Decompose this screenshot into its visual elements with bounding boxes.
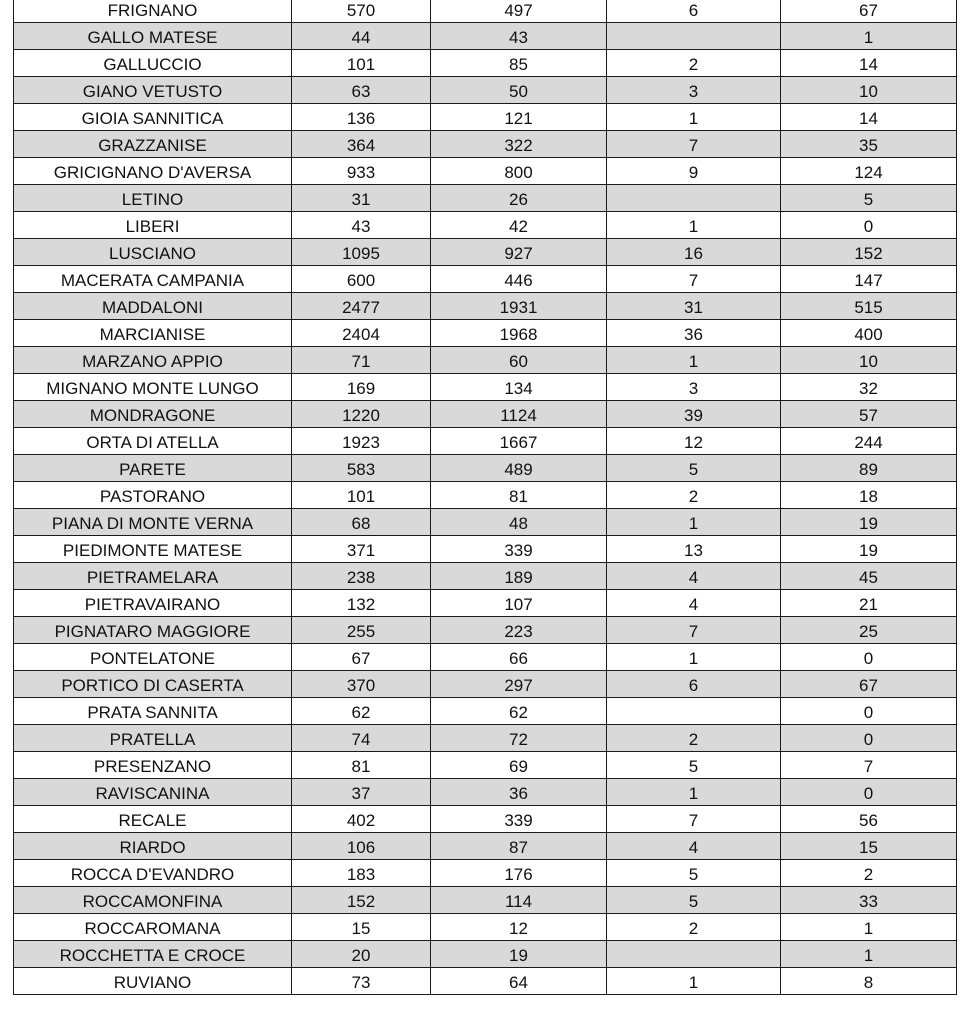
cell-municipality: MONDRAGONE <box>14 401 292 428</box>
cell-municipality: RAVISCANINA <box>14 779 292 806</box>
cell-deaths: 5 <box>607 455 781 482</box>
cell-municipality: PIANA DI MONTE VERNA <box>14 509 292 536</box>
cell-recovered: 42 <box>431 212 607 239</box>
table-row <box>14 509 957 536</box>
cell-deaths: 2 <box>607 725 781 752</box>
cell-positives: 1 <box>781 941 957 968</box>
cell-total: 20 <box>292 941 431 968</box>
cell-deaths: 1 <box>607 347 781 374</box>
cell-positives: 515 <box>781 293 957 320</box>
cell-total: 1220 <box>292 401 431 428</box>
cell-total: 15 <box>292 914 431 941</box>
cell-total: 68 <box>292 509 431 536</box>
cell-positives: 124 <box>781 158 957 185</box>
cell-deaths: 3 <box>607 77 781 104</box>
cell-deaths <box>607 23 781 50</box>
cell-recovered: 114 <box>431 887 607 914</box>
cell-deaths: 36 <box>607 320 781 347</box>
cell-positives: 33 <box>781 887 957 914</box>
cell-recovered: 489 <box>431 455 607 482</box>
cell-total: 101 <box>292 482 431 509</box>
cell-municipality: PRESENZANO <box>14 752 292 779</box>
cell-deaths: 4 <box>607 590 781 617</box>
table-row <box>14 725 957 752</box>
cell-total: 2477 <box>292 293 431 320</box>
table-row <box>14 293 957 320</box>
cell-deaths: 5 <box>607 887 781 914</box>
cell-total: 238 <box>292 563 431 590</box>
cell-total: 81 <box>292 752 431 779</box>
cell-total: 402 <box>292 806 431 833</box>
cell-total: 570 <box>292 0 431 23</box>
cell-positives: 152 <box>781 239 957 266</box>
cell-recovered: 36 <box>431 779 607 806</box>
cell-total: 1923 <box>292 428 431 455</box>
cell-recovered: 12 <box>431 914 607 941</box>
cell-deaths <box>607 698 781 725</box>
cell-deaths: 7 <box>607 617 781 644</box>
cell-total: 63 <box>292 77 431 104</box>
table-row <box>14 860 957 887</box>
cell-recovered: 1931 <box>431 293 607 320</box>
cell-recovered: 134 <box>431 374 607 401</box>
cell-total: 106 <box>292 833 431 860</box>
table-row <box>14 266 957 293</box>
table-row <box>14 455 957 482</box>
cell-deaths <box>607 941 781 968</box>
cell-positives: 147 <box>781 266 957 293</box>
cell-total: 933 <box>292 158 431 185</box>
cell-recovered: 62 <box>431 698 607 725</box>
table-row <box>14 401 957 428</box>
cell-positives: 89 <box>781 455 957 482</box>
cell-municipality: LUSCIANO <box>14 239 292 266</box>
table-row <box>14 644 957 671</box>
cell-municipality: ROCCAMONFINA <box>14 887 292 914</box>
cell-positives: 21 <box>781 590 957 617</box>
cell-positives: 67 <box>781 671 957 698</box>
cell-recovered: 1124 <box>431 401 607 428</box>
cell-positives: 10 <box>781 347 957 374</box>
cell-municipality: GIOIA SANNITICA <box>14 104 292 131</box>
cell-municipality: LIBERI <box>14 212 292 239</box>
table-row <box>14 77 957 104</box>
cell-deaths: 16 <box>607 239 781 266</box>
cell-total: 169 <box>292 374 431 401</box>
cell-positives: 32 <box>781 374 957 401</box>
cell-total: 370 <box>292 671 431 698</box>
cell-municipality: MARCIANISE <box>14 320 292 347</box>
cell-municipality: PIGNATARO MAGGIORE <box>14 617 292 644</box>
table-row <box>14 50 957 77</box>
table-row <box>14 131 957 158</box>
table-row <box>14 698 957 725</box>
cell-positives: 1 <box>781 23 957 50</box>
cell-deaths: 9 <box>607 158 781 185</box>
cell-recovered: 66 <box>431 644 607 671</box>
cell-positives: 0 <box>781 698 957 725</box>
table-row <box>14 347 957 374</box>
cell-recovered: 43 <box>431 23 607 50</box>
cell-recovered: 87 <box>431 833 607 860</box>
cell-deaths: 5 <box>607 860 781 887</box>
table-row <box>14 968 957 995</box>
cell-recovered: 48 <box>431 509 607 536</box>
cell-deaths: 31 <box>607 293 781 320</box>
cell-total: 71 <box>292 347 431 374</box>
cell-total: 583 <box>292 455 431 482</box>
cell-municipality: ROCCA D'EVANDRO <box>14 860 292 887</box>
cell-total: 31 <box>292 185 431 212</box>
cell-positives: 0 <box>781 212 957 239</box>
cell-deaths: 13 <box>607 536 781 563</box>
table-row <box>14 617 957 644</box>
cell-recovered: 69 <box>431 752 607 779</box>
table-row <box>14 914 957 941</box>
cell-total: 364 <box>292 131 431 158</box>
cell-total: 183 <box>292 860 431 887</box>
cell-positives: 19 <box>781 509 957 536</box>
cell-positives: 15 <box>781 833 957 860</box>
cell-municipality: GALLUCCIO <box>14 50 292 77</box>
table-row <box>14 941 957 968</box>
table-row <box>14 563 957 590</box>
table-row <box>14 212 957 239</box>
cell-deaths: 2 <box>607 50 781 77</box>
cell-municipality: RUVIANO <box>14 968 292 995</box>
cell-municipality: MARZANO APPIO <box>14 347 292 374</box>
municipality-table-container <box>13 0 956 995</box>
cell-positives: 19 <box>781 536 957 563</box>
table-row <box>14 185 957 212</box>
cell-municipality: PORTICO DI CASERTA <box>14 671 292 698</box>
cell-total: 152 <box>292 887 431 914</box>
cell-total: 1095 <box>292 239 431 266</box>
cell-total: 43 <box>292 212 431 239</box>
cell-deaths: 1 <box>607 104 781 131</box>
cell-recovered: 339 <box>431 536 607 563</box>
cell-positives: 56 <box>781 806 957 833</box>
cell-deaths: 1 <box>607 212 781 239</box>
table-row <box>14 671 957 698</box>
cell-positives: 67 <box>781 0 957 23</box>
table-row <box>14 752 957 779</box>
cell-total: 37 <box>292 779 431 806</box>
cell-recovered: 497 <box>431 0 607 23</box>
cell-recovered: 446 <box>431 266 607 293</box>
cell-municipality: RECALE <box>14 806 292 833</box>
cell-recovered: 121 <box>431 104 607 131</box>
cell-deaths: 6 <box>607 671 781 698</box>
cell-positives: 14 <box>781 50 957 77</box>
cell-recovered: 72 <box>431 725 607 752</box>
cell-positives: 5 <box>781 185 957 212</box>
cell-municipality: FRIGNANO <box>14 0 292 23</box>
cell-positives: 2 <box>781 860 957 887</box>
cell-total: 67 <box>292 644 431 671</box>
cell-municipality: ROCCAROMANA <box>14 914 292 941</box>
cell-deaths: 4 <box>607 563 781 590</box>
cell-deaths: 2 <box>607 914 781 941</box>
cell-municipality: PARETE <box>14 455 292 482</box>
table-row <box>14 779 957 806</box>
cell-positives: 45 <box>781 563 957 590</box>
cell-total: 255 <box>292 617 431 644</box>
cell-municipality: PIETRAVAIRANO <box>14 590 292 617</box>
table-row <box>14 482 957 509</box>
cell-municipality: PIEDIMONTE MATESE <box>14 536 292 563</box>
cell-recovered: 19 <box>431 941 607 968</box>
cell-municipality: ORTA DI ATELLA <box>14 428 292 455</box>
table-row <box>14 833 957 860</box>
cell-municipality: PIETRAMELARA <box>14 563 292 590</box>
cell-recovered: 189 <box>431 563 607 590</box>
cell-deaths: 1 <box>607 779 781 806</box>
cell-deaths: 5 <box>607 752 781 779</box>
cell-municipality: ROCCHETTA E CROCE <box>14 941 292 968</box>
cell-deaths: 4 <box>607 833 781 860</box>
cell-deaths: 2 <box>607 482 781 509</box>
table-row <box>14 887 957 914</box>
table-row <box>14 23 957 50</box>
cell-municipality: MADDALONI <box>14 293 292 320</box>
table-row <box>14 239 957 266</box>
cell-recovered: 50 <box>431 77 607 104</box>
municipality-table <box>13 0 957 995</box>
cell-municipality: GRAZZANISE <box>14 131 292 158</box>
cell-recovered: 176 <box>431 860 607 887</box>
cell-positives: 10 <box>781 77 957 104</box>
cell-deaths: 7 <box>607 131 781 158</box>
cell-total: 62 <box>292 698 431 725</box>
cell-deaths: 1 <box>607 509 781 536</box>
cell-deaths: 7 <box>607 266 781 293</box>
cell-deaths: 7 <box>607 806 781 833</box>
table-body <box>14 0 957 995</box>
cell-total: 371 <box>292 536 431 563</box>
cell-total: 136 <box>292 104 431 131</box>
cell-positives: 0 <box>781 644 957 671</box>
cell-municipality: MACERATA CAMPANIA <box>14 266 292 293</box>
cell-municipality: PRATELLA <box>14 725 292 752</box>
cell-total: 132 <box>292 590 431 617</box>
cell-positives: 14 <box>781 104 957 131</box>
cell-total: 74 <box>292 725 431 752</box>
cell-recovered: 339 <box>431 806 607 833</box>
table-row <box>14 104 957 131</box>
cell-recovered: 927 <box>431 239 607 266</box>
cell-total: 73 <box>292 968 431 995</box>
cell-municipality: MIGNANO MONTE LUNGO <box>14 374 292 401</box>
cell-recovered: 1968 <box>431 320 607 347</box>
cell-total: 101 <box>292 50 431 77</box>
table-row <box>14 428 957 455</box>
table-row <box>14 536 957 563</box>
table-row <box>14 320 957 347</box>
table-row <box>14 590 957 617</box>
cell-recovered: 297 <box>431 671 607 698</box>
table-row <box>14 374 957 401</box>
cell-positives: 400 <box>781 320 957 347</box>
cell-deaths <box>607 185 781 212</box>
cell-recovered: 85 <box>431 50 607 77</box>
cell-recovered: 64 <box>431 968 607 995</box>
cell-recovered: 223 <box>431 617 607 644</box>
cell-positives: 57 <box>781 401 957 428</box>
cell-total: 600 <box>292 266 431 293</box>
cell-municipality: PRATA SANNITA <box>14 698 292 725</box>
cell-deaths: 1 <box>607 644 781 671</box>
cell-municipality: PONTELATONE <box>14 644 292 671</box>
cell-recovered: 81 <box>431 482 607 509</box>
cell-deaths: 1 <box>607 968 781 995</box>
cell-municipality: GIANO VETUSTO <box>14 77 292 104</box>
cell-deaths: 3 <box>607 374 781 401</box>
cell-positives: 35 <box>781 131 957 158</box>
cell-municipality: LETINO <box>14 185 292 212</box>
cell-recovered: 1667 <box>431 428 607 455</box>
cell-recovered: 26 <box>431 185 607 212</box>
cell-positives: 25 <box>781 617 957 644</box>
cell-recovered: 60 <box>431 347 607 374</box>
cell-municipality: PASTORANO <box>14 482 292 509</box>
cell-recovered: 107 <box>431 590 607 617</box>
cell-deaths: 12 <box>607 428 781 455</box>
cell-positives: 7 <box>781 752 957 779</box>
cell-recovered: 322 <box>431 131 607 158</box>
cell-positives: 8 <box>781 968 957 995</box>
cell-deaths: 39 <box>607 401 781 428</box>
table-row <box>14 158 957 185</box>
cell-municipality: GRICIGNANO D'AVERSA <box>14 158 292 185</box>
cell-deaths: 6 <box>607 0 781 23</box>
cell-municipality: RIARDO <box>14 833 292 860</box>
cell-positives: 18 <box>781 482 957 509</box>
cell-positives: 1 <box>781 914 957 941</box>
cell-positives: 244 <box>781 428 957 455</box>
cell-recovered: 800 <box>431 158 607 185</box>
cell-municipality: GALLO MATESE <box>14 23 292 50</box>
table-row <box>14 806 957 833</box>
table-row <box>14 0 957 23</box>
cell-total: 44 <box>292 23 431 50</box>
cell-positives: 0 <box>781 725 957 752</box>
cell-positives: 0 <box>781 779 957 806</box>
cell-total: 2404 <box>292 320 431 347</box>
